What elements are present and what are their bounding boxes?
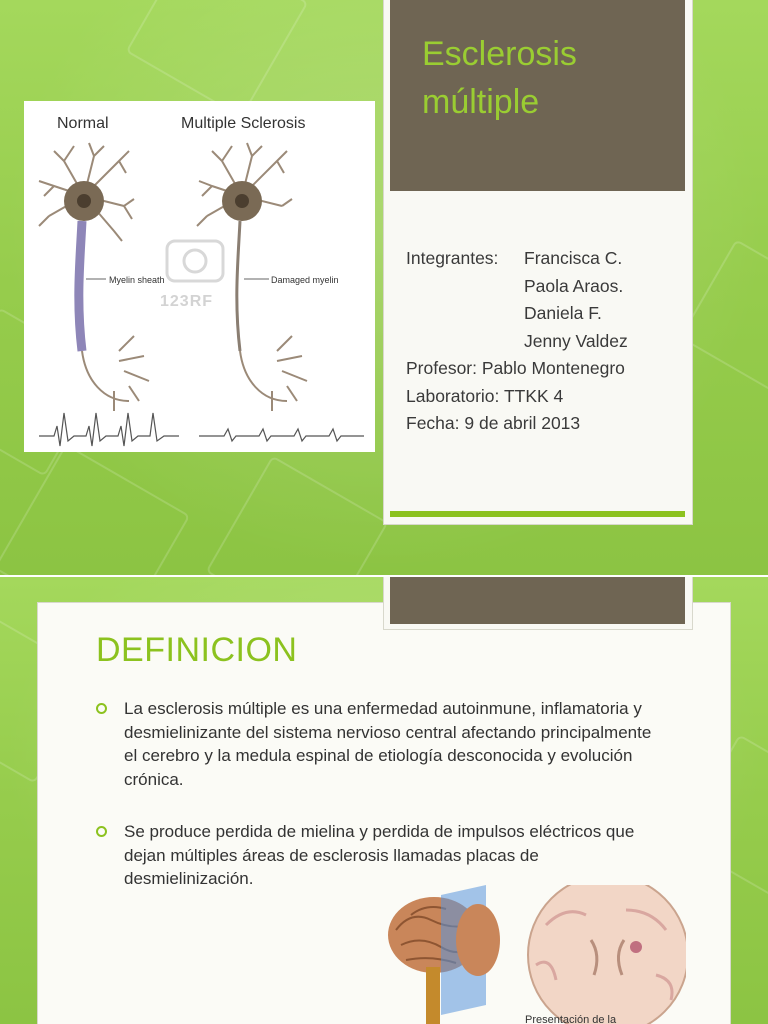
diagram-header-normal: Normal bbox=[57, 115, 109, 132]
bullet-icon bbox=[96, 703, 107, 714]
slide-title: Esclerosis múltiple bbox=[422, 35, 577, 121]
definition-slide bbox=[0, 577, 768, 1024]
myelin-sheath bbox=[79, 221, 82, 351]
ms-ecg-trace bbox=[199, 429, 364, 441]
diagram-header-ms: Multiple Sclerosis bbox=[181, 115, 306, 132]
title-box-strip bbox=[390, 577, 685, 624]
presentation-details bbox=[406, 245, 686, 438]
normal-ecg-trace bbox=[39, 413, 179, 446]
bullet-text: La esclerosis múltiple es una enfermedad autoinmune, inflamatoria y desmielinizante del sistema nervioso central afectando principalmente el cerebro y la medula espinal de etiología desconocida y evolución crónica. bbox=[124, 699, 652, 789]
bullet-item bbox=[96, 820, 656, 891]
laboratorio-line: Laboratorio: TTKK 4 bbox=[406, 385, 564, 406]
content-card bbox=[38, 603, 730, 1024]
neuron-diagram-image bbox=[24, 101, 375, 452]
label-myelin-sheath: Myelin sheath bbox=[109, 275, 165, 285]
integrantes-label: Integrantes: bbox=[406, 248, 499, 268]
damaged-axon bbox=[237, 221, 240, 351]
panel-strip bbox=[384, 577, 692, 629]
brain-illustration bbox=[386, 885, 686, 1024]
label-damaged-myelin: Damaged myelin bbox=[271, 275, 339, 285]
bullet-item bbox=[96, 697, 656, 791]
title-box bbox=[390, 0, 685, 191]
watermark-text: 123RF bbox=[160, 293, 214, 310]
bullet-icon bbox=[96, 826, 107, 837]
section-title: DEFINICION bbox=[96, 631, 298, 669]
info-panel bbox=[384, 0, 692, 524]
profesor-line: Profesor: Pablo Montenegro bbox=[406, 358, 625, 378]
member-name: Daniela F. bbox=[524, 303, 602, 323]
hex-decoration bbox=[205, 455, 388, 575]
hex-decoration bbox=[679, 239, 768, 395]
fecha-line: Fecha: 9 de abril 2013 bbox=[406, 413, 581, 433]
member-name: Paola Araos. bbox=[524, 275, 624, 296]
accent-rule bbox=[390, 511, 685, 517]
member-name: Francisca C. bbox=[524, 248, 623, 268]
bullet-text: Se produce perdida de mielina y perdida de impulsos eléctricos que dejan múltiples áreas de esclerosis llamadas placas de desmielinización. bbox=[124, 822, 635, 888]
member-name: Jenny Valdez bbox=[524, 330, 628, 351]
image-caption: Presentación de la bbox=[525, 1014, 617, 1024]
